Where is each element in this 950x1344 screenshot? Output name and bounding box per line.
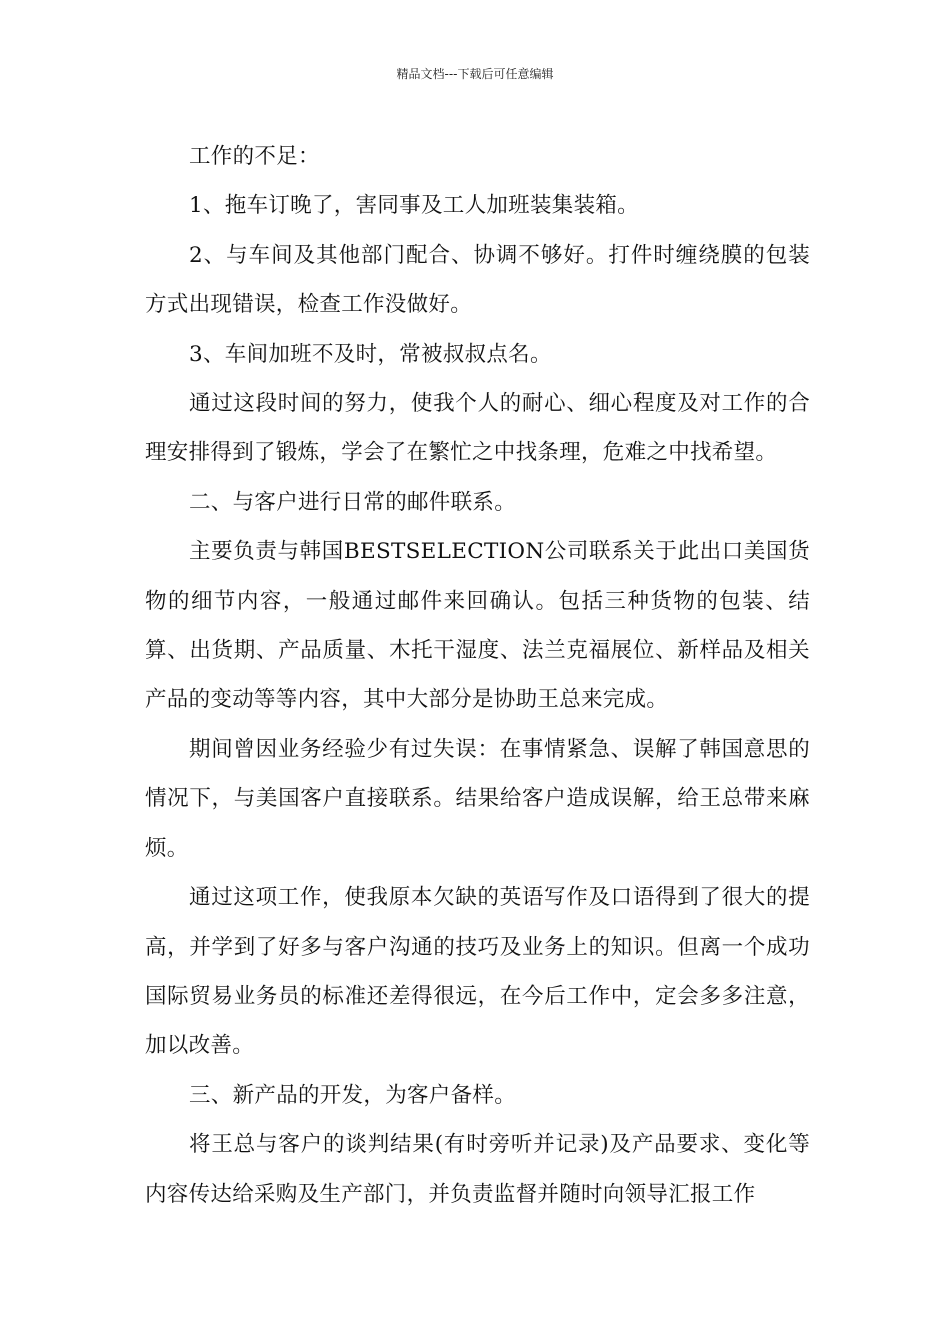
paragraph-improvement: 通过这项工作，使我原本欠缺的英语写作及口语得到了很大的提高，并学到了好多与客户沟通的技巧及业务上的知识。但离一个成功国际贸易业务员的标准还差得很远，在今后工作中，定会多多注意，加以改善。 (145, 885, 810, 1059)
paragraph-item-2: 2、与车间及其他部门配合、协调不够好。打件时缠绕膜的包装方式出现错误，检查工作没做好。 (145, 242, 810, 318)
paragraph-item-3: 3、车间加班不及时，常被叔叔点名。 (189, 341, 552, 367)
paragraph-reflection: 通过这段时间的努力，使我个人的耐心、细心程度及对工作的合理安排得到了锻炼，学会了在繁忙之中找条理，危难之中找希望。 (145, 391, 810, 466)
document-body (145, 132, 810, 1219)
section-heading-new-products: 三、新产品的开发，为客户备样。 (189, 1082, 517, 1108)
paragraph-shortcomings-heading: 工作的不足： (189, 144, 320, 169)
paragraph-communication: 将王总与客户的谈判结果(有时旁听并记录)及产品要求、变化等内容传达给采购及生产部门，并负责监督并随时向领导汇报工作 (145, 1132, 810, 1207)
page-header: 精品文档---下载后可任意编辑 (396, 67, 554, 81)
paragraph-item-1: 1、拖车订晚了，害同事及工人加班装集装箱。 (189, 193, 639, 219)
paragraph-mistake: 期间曾因业务经验少有过失误：在事情紧急、误解了韩国意思的情况下，与美国客户直接联系。结果给客户造成误解，给王总带来麻烦。 (145, 736, 810, 861)
section-heading-email: 二、与客户进行日常的邮件联系。 (189, 489, 517, 515)
paragraph-email-duties: 主要负责与韩国BESTSELECTION公司联系关于此出口美国货物的细节内容，一般通过邮件来回确认。包括三种货物的包装、结算、出货期、产品质量、木托干湿度、法兰克福展位、新样品及相关产品的变动等等内容，其中大部分是协助王总来完成。 (145, 539, 810, 713)
